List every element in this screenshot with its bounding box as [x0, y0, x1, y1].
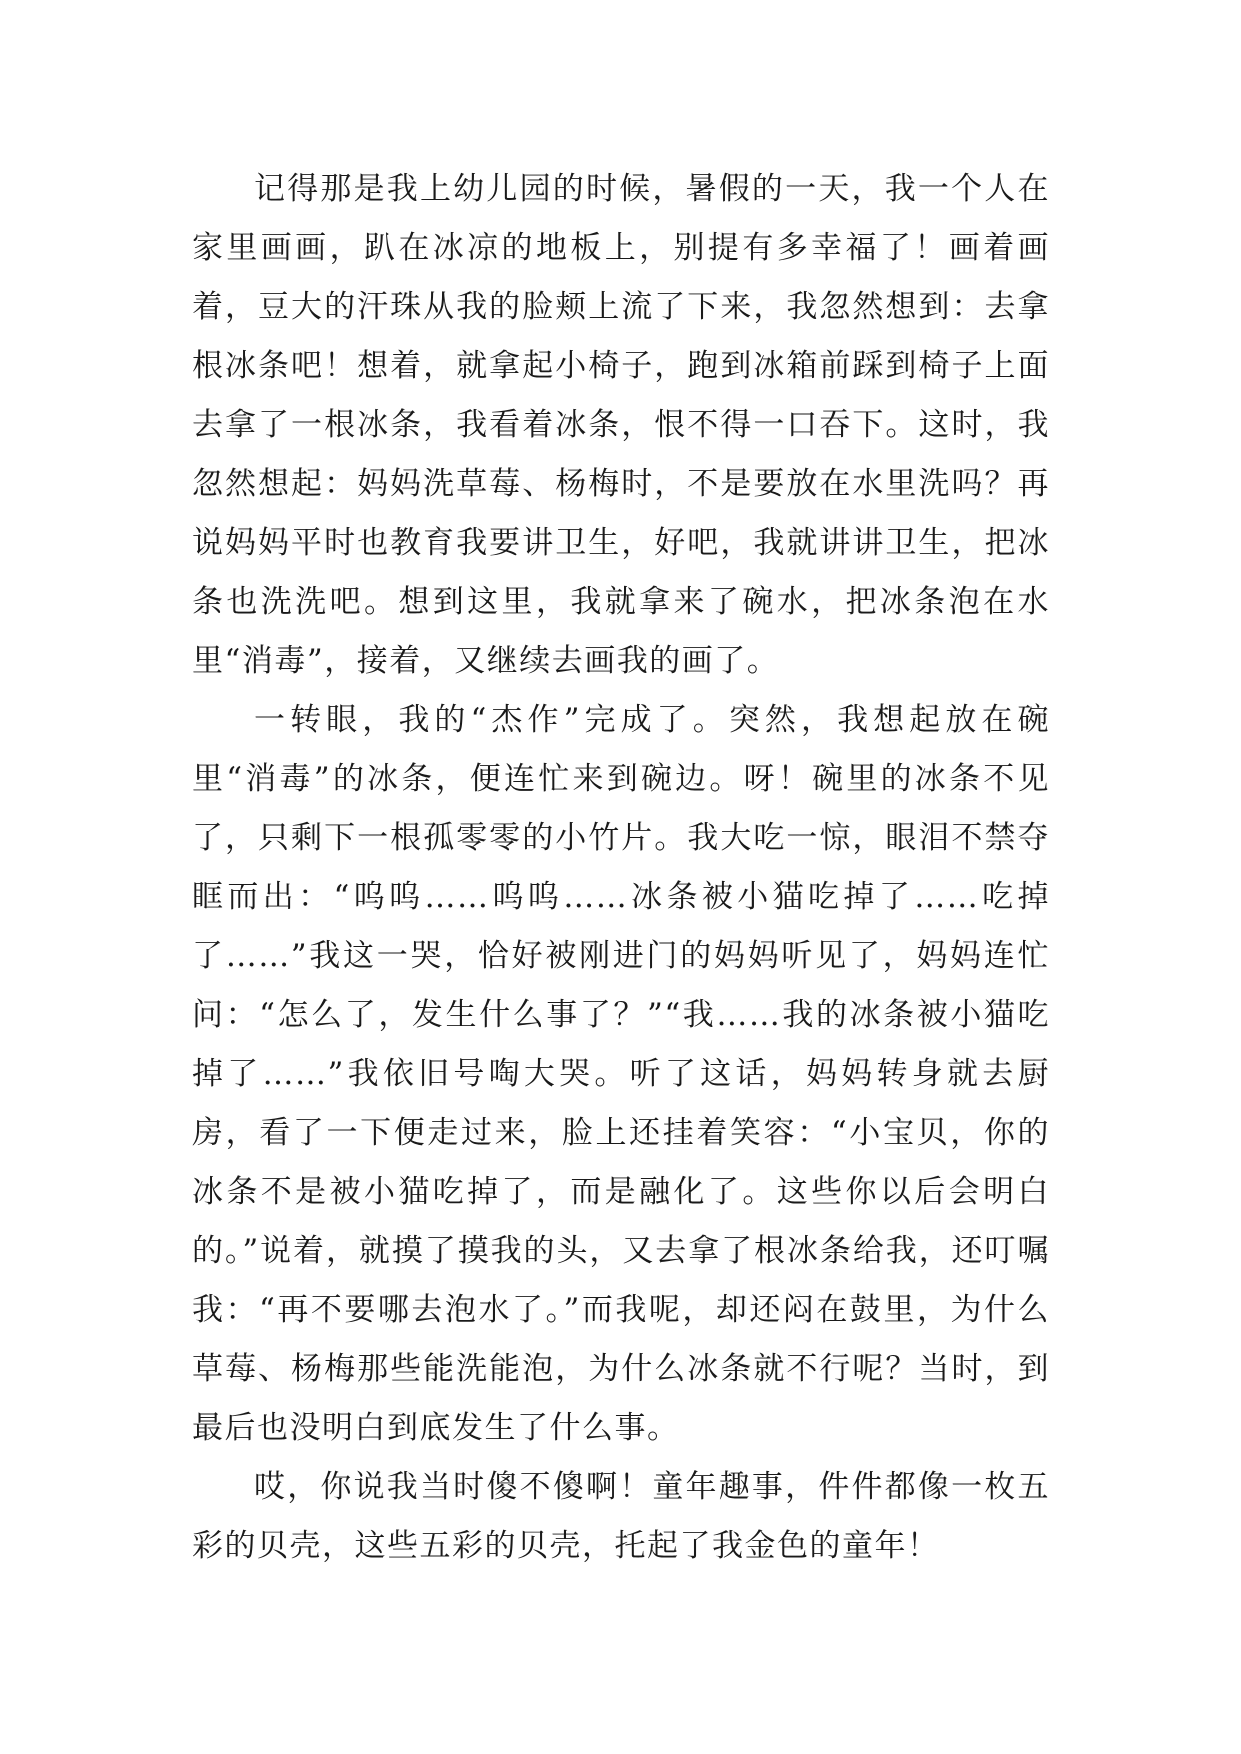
- paragraph-3: 哎，你说我当时傻不傻啊！童年趣事，件件都像一枚五彩的贝壳，这些五彩的贝壳，托起了我金色的童年！: [192, 1469, 1050, 1564]
- paragraph-1: 记得那是我上幼儿园的时候，暑假的一天，我一个人在家里画画，趴在冰凉的地板上，别提有多幸福了！画着画着，豆大的汗珠从我的脸颊上流了下来，我忽然想到：去拿根冰条吧！想着，就拿起小椅子，跑到冰箱前踩到椅子上面去拿了一根冰条，我看着冰条，恨不得一口吞下。这时，我忽然想起：妈妈洗草莓、杨梅时，不是要放在水里洗吗？再说妈妈平时也教育我要讲卫生，好吧，我就讲讲卫生，把冰条也洗洗吧。想到这里，我就拿来了碗水，把冰条泡在水里“消毒”，接着，又继续去画我的画了。: [192, 171, 1050, 679]
- document-body: [192, 160, 1050, 1576]
- paragraph-2: 一转眼，我的“杰作”完成了。突然，我想起放在碗里“消毒”的冰条，便连忙来到碗边。呀！碗里的冰条不见了，只剩下一根孤零零的小竹片。我大吃一惊，眼泪不禁夺眶而出：“呜呜……呜呜……冰条被小猫吃掉了……吃掉了……”我这一哭，恰好被刚进门的妈妈听见了，妈妈连忙问：“怎么了，发生什么事了？”“我……我的冰条被小猫吃掉了……”我依旧号啕大哭。听了这话，妈妈转身就去厨房，看了一下便走过来，脸上还挂着笑容：“小宝贝，你的冰条不是被小猫吃掉了，而是融化了。这些你以后会明白的。”说着，就摸了摸我的头，又去拿了根冰条给我，还叮嘱我：“再不要哪去泡水了。”而我呢，却还闷在鼓里，为什么草莓、杨梅那些能洗能泡，为什么冰条就不行呢？当时，到最后也没明白到底发生了什么事。: [192, 702, 1050, 1446]
